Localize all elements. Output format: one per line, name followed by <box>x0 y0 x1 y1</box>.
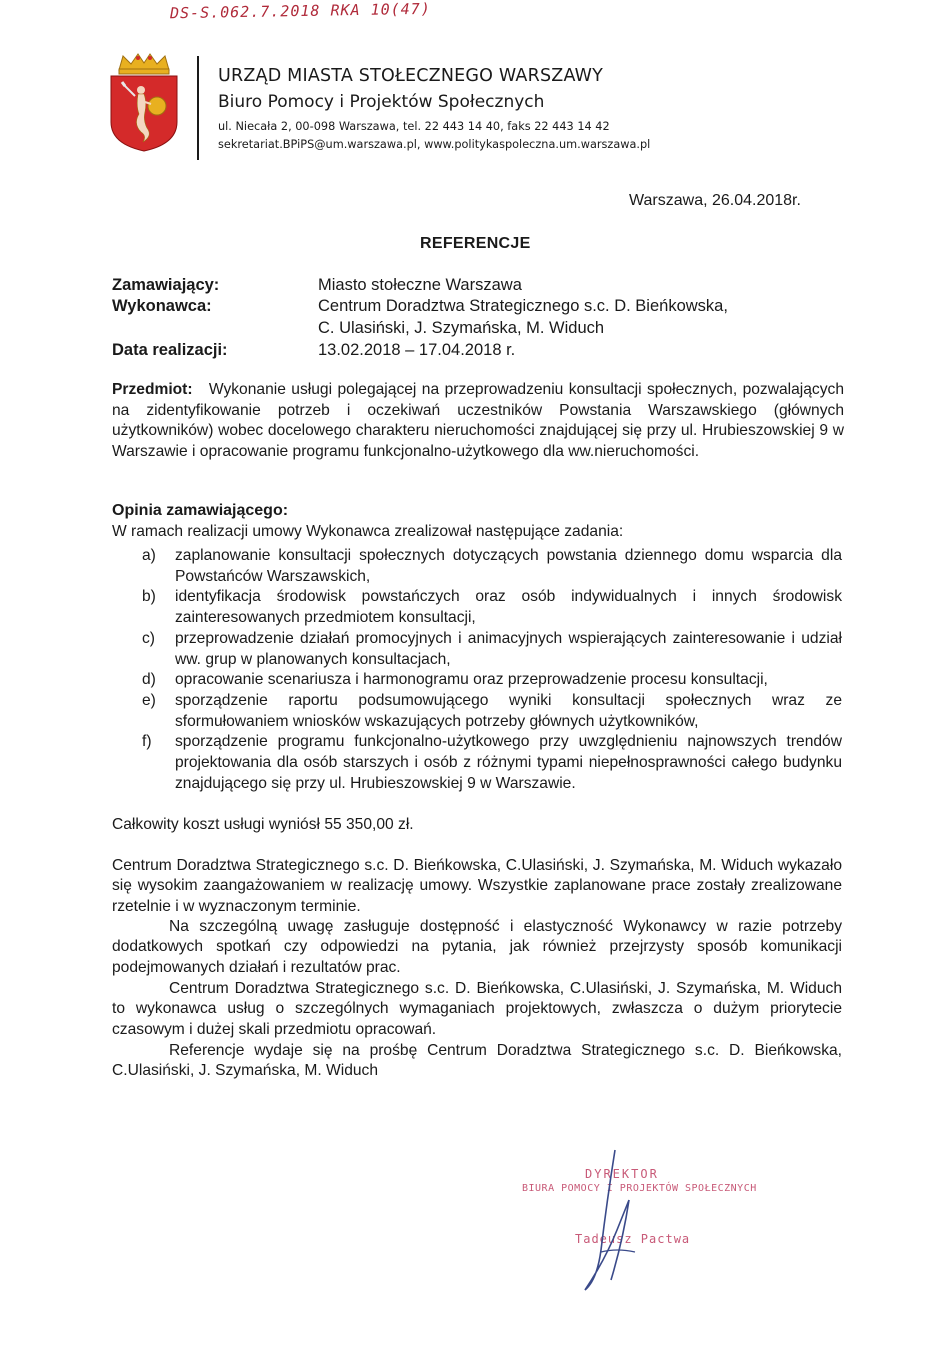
list-item-text: identyfikacja środowisk powstańczych oraz osób indywidualnych i innych środowisk zainteresowanych przedmiotem konsultacji, <box>175 588 842 627</box>
client-value: Miasto stołeczne Warszawa <box>318 276 522 294</box>
period-label: Data realizacji: <box>112 341 228 359</box>
body-paragraph-2: Na szczególną uwagę zasługuje dostępność i elastyczność Wykonawcy w razie potrzeby dodatkowych spotkań czy odpowiedzi na pytania, jak również przejrzysty sposób komunikacji podejmowanych działań i rezultatów prac. <box>112 918 842 976</box>
task-list <box>142 546 842 794</box>
list-item <box>142 546 842 587</box>
list-item <box>142 670 842 691</box>
subject-label: Przedmiot: <box>112 381 193 398</box>
list-item <box>142 587 842 628</box>
handwritten-reference-note: DS-S.062.7.2018 RKA 10(47) <box>169 0 431 23</box>
letterhead-bureau: Biuro Pomocy i Projektów Społecznych <box>218 92 545 112</box>
opinion-title: Opinia zamawiającego: <box>112 502 289 519</box>
letterhead-organization: URZĄD MIASTA STOŁECZNEGO WARSZAWY <box>218 66 604 86</box>
stamp-name: Tadeusz Pactwa <box>575 1232 691 1246</box>
list-item-text: opracowanie scenariusza i harmonogramu oraz przeprowadzenie procesu konsultacji, <box>175 671 768 689</box>
stamp-title: DYREKTOR <box>585 1167 659 1181</box>
contractor-value-line1: Centrum Doradztwa Strategicznego s.c. D. Bieńkowska, <box>318 297 728 315</box>
list-item-letter: d) <box>142 671 156 689</box>
document-date: Warszawa, 26.04.2018r. <box>629 192 801 209</box>
contractor-value-line2: C. Ulasiński, J. Szymańska, M. Widuch <box>318 319 605 337</box>
list-item-letter: b) <box>142 588 156 606</box>
letterhead-divider <box>197 56 199 160</box>
list-item-text: sporządzenie raportu podsumowującego wyniki konsultacji społecznych wraz ze sformułowaniem wniosków wskazujących potrzeby głównych użytkowników, <box>175 691 842 730</box>
client-label: Zamawiający: <box>112 276 220 294</box>
body-paragraph-4: Referencje wydaje się na prośbę Centrum Doradztwa Strategicznego s.c. D. Bieńkowska, C.Ulasiński, J. Szymańska, M. Widuch <box>112 1042 842 1080</box>
list-item-text: sporządzenie programu funkcjonalno-użytkowego przy uwzględnieniu najnowszych trendów projektowania dla osób starszych i osób z różnymi typami niepełnosprawności całego budynku znajdującego się przy ul. Hrubieszowskiej 9 w Warszawie. <box>175 733 842 792</box>
period-value: 13.02.2018 – 17.04.2018 r. <box>318 341 516 359</box>
list-item-text: zaplanowanie konsultacji społecznych dotyczących powstania dziennego domu wsparcia dla Powstańców Warszawskich, <box>175 547 842 585</box>
list-item-letter: a) <box>142 547 156 564</box>
subject-text: Wykonanie usługi polegającej na przeprowadzeniu konsultacji społecznych, pozwalających na zidentyfikowanie potrzeb i oczekiwań uczestników Powstania Warszawskiego (głównych użytkowników) wobec docelowego charakteru nieruchomości znajdującej się przy ul. Hrubieszowskiej 9 w Warszawie i opracowanie programu funkcjonalno-użytkowego dla ww.nieruchomości. <box>112 381 844 460</box>
warsaw-crest-icon <box>105 52 183 152</box>
list-item <box>142 732 842 794</box>
body-paragraph-1: Centrum Doradztwa Strategicznego s.c. D. Bieńkowska, C.Ulasiński, J. Szymańska, M. Widuch wykazało się wysokim zaangażowaniem w realizację umowy. Wszystkie zaplanowane prace zostały zrealizowane rzetelnie i w wyznaczonym terminie. <box>112 857 842 915</box>
stamp-bureau: BIURA POMOCY I PROJEKTÓW SPOŁECZNYCH <box>522 1183 757 1194</box>
list-item <box>142 691 842 732</box>
list-item-text: przeprowadzenie działań promocyjnych i animacyjnych wspierających zainteresowanie i udział ww. grup w planowanych konsultacjach, <box>175 629 842 668</box>
list-item-letter: e) <box>142 691 156 709</box>
document-title: REFERENCJE <box>420 235 531 252</box>
list-item-letter: c) <box>142 629 155 647</box>
list-item <box>142 629 842 670</box>
letterhead-contact: sekretariat.BPiPS@um.warszawa.pl, www.politykaspoleczna.um.warszawa.pl <box>218 138 651 151</box>
opinion-intro: W ramach realizacji umowy Wykonawca zrealizował następujące zadania: <box>112 523 624 540</box>
contractor-label: Wykonawca: <box>112 297 212 315</box>
body-paragraph-3: Centrum Doradztwa Strategicznego s.c. D. Bieńkowska, C.Ulasiński, J. Szymańska, M. Widuch to wykonawca usług o szczególnych wymaganiach projektowych, zwłaszcza o dużym priorytecie czasowym i dużej skali przedmiotu opracowań. <box>112 980 842 1038</box>
letterhead-address: ul. Niecała 2, 00-098 Warszawa, tel. 22 443 14 40, faks 22 443 14 42 <box>218 120 610 133</box>
signature-icon <box>545 1140 705 1300</box>
total-cost: Całkowity koszt usługi wyniósł 55 350,00 zł. <box>112 816 414 833</box>
list-item-letter: f) <box>142 733 152 751</box>
subject-paragraph <box>112 380 844 462</box>
